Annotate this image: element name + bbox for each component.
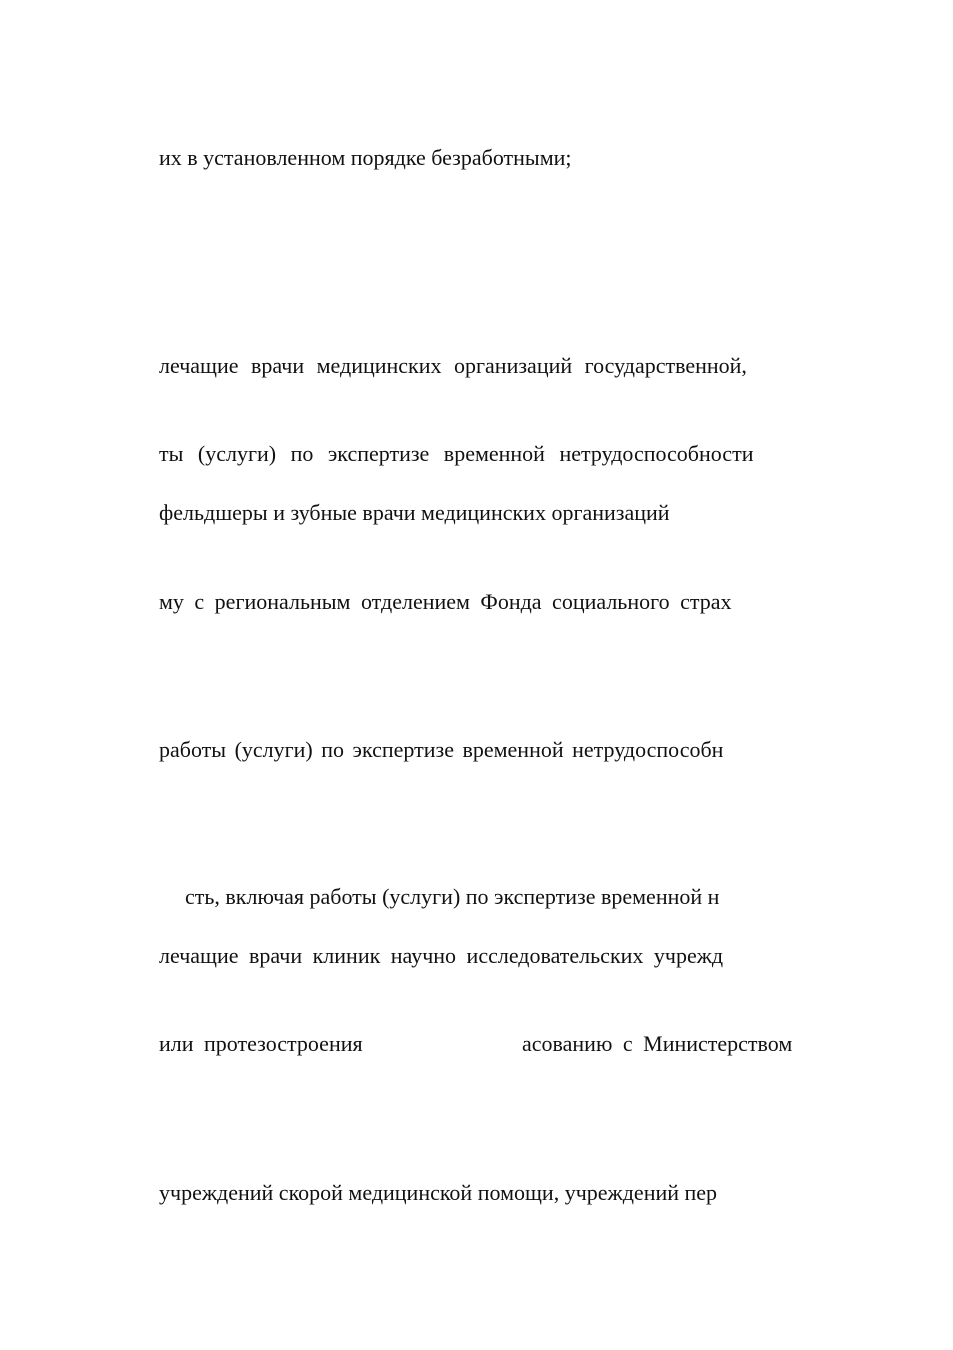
text-line: их в установленном порядке безработными; bbox=[159, 145, 572, 170]
text-line: асованию с Министерством bbox=[522, 1031, 793, 1056]
text-line: лечащие врачи клиник научно исследовательских учрежд bbox=[159, 943, 724, 968]
text-line: ты (услуги) по экспертизе временной нетрудоспособности bbox=[159, 441, 754, 466]
text-line: сть, включая работы (услуги) по экспертизе временной н bbox=[185, 884, 720, 909]
text-line: лечащие врачи медицинских организаций государственной, bbox=[159, 353, 747, 378]
text-line: учреждений скорой медицинской помощи, учреждений пер bbox=[159, 1180, 718, 1205]
text-line: или протезостроения bbox=[159, 1031, 363, 1056]
text-line: му с региональным отделением Фонда социального страх bbox=[159, 589, 732, 614]
text-line: фельдшеры и зубные врачи медицинских организаций bbox=[159, 500, 670, 525]
text-line: работы (услуги) по экспертизе временной нетрудоспособн bbox=[159, 737, 724, 762]
